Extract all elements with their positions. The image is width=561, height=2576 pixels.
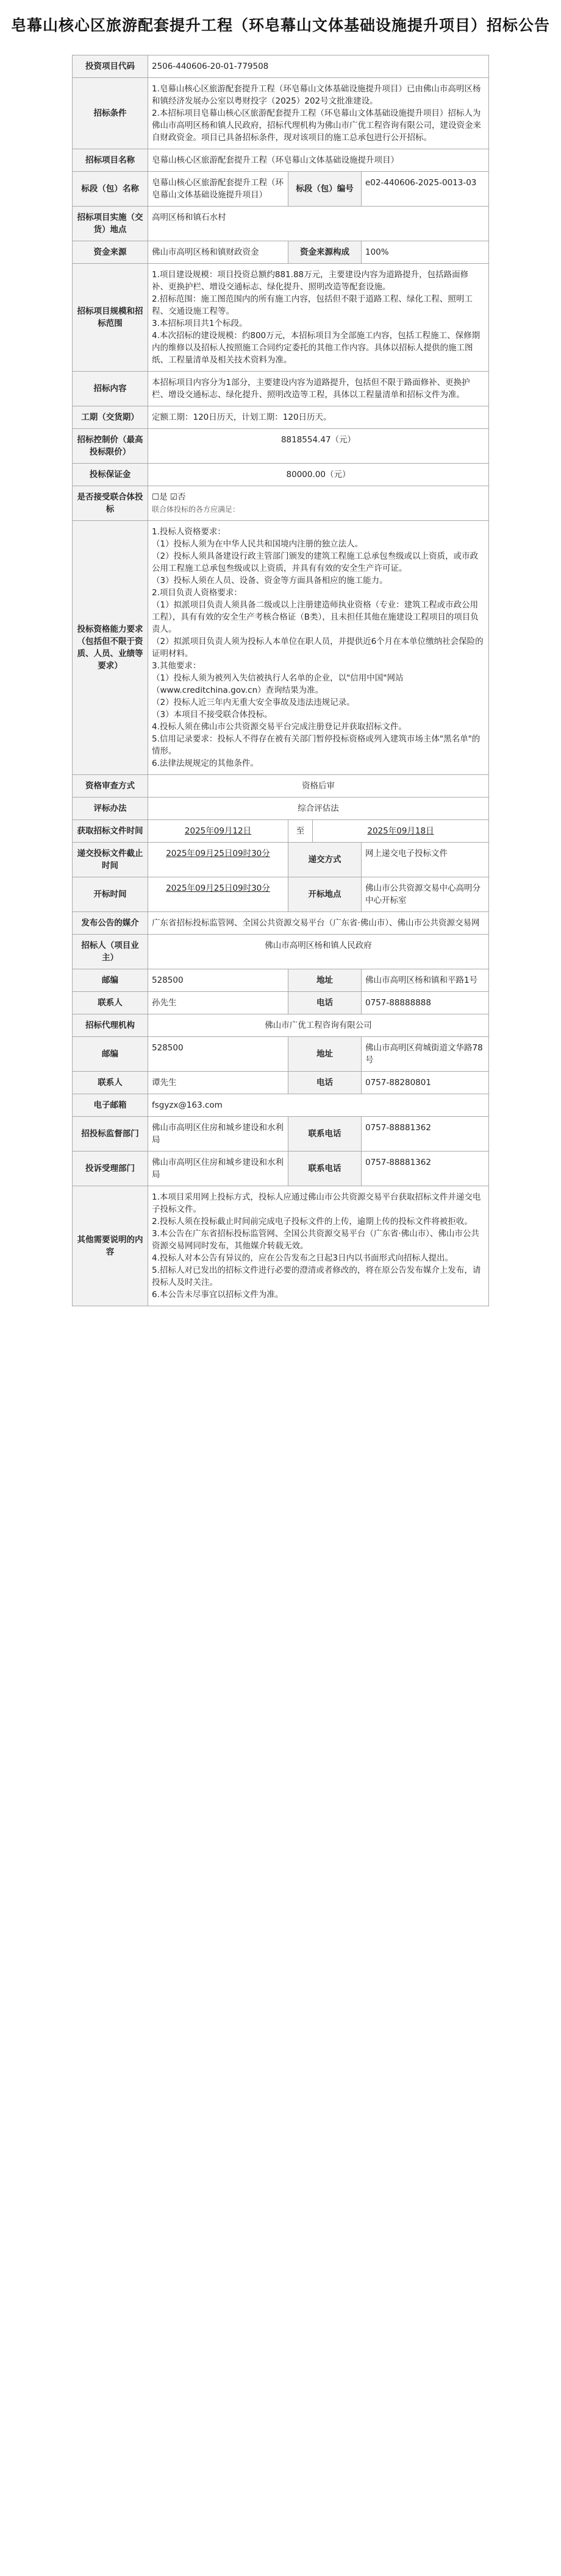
open-time-value: 2025年09月25日09时30分 — [148, 877, 288, 911]
row-review — [73, 798, 488, 820]
consortium-label: 是否接受联合体投标 — [73, 486, 148, 520]
complaint-phone-label: 联系电话 — [288, 1152, 362, 1186]
submit-label: 递交方式 — [288, 843, 362, 877]
tenderer-zip-value: 528500 — [148, 969, 288, 991]
doc-end-value: 2025年09月18日 — [313, 820, 488, 842]
basis-value: 1.皂幕山核心区旅游配套提升工程（环皂幕山文体基础设施提升项目）已由佛山市高明区杨和镇经济发展办公室以粤财投字（2025）202号文批准建设。 2.本招标项目皂幕山核心区旅游配套提升工程（环皂幕山文体基础设施提升项目）招标人为佛山市高明区杨和镇人民政府，招标代理机构为佛山市广优工程咨询有限公司，建设资金来自财政资金。项目已具备招标条件，现对该项目的施工总承包进行公开招标。 — [148, 78, 488, 149]
row-agent-email — [73, 1094, 488, 1117]
row-fund — [73, 241, 488, 264]
row-project-code — [73, 55, 488, 78]
notice-media-value: 广东省招标投标监管网、全国公共资源交易平台（广东省·佛山市）、佛山市公共资源交易网 — [148, 912, 488, 934]
complaint-value: 佛山市高明区住房和城乡建设和水利局 — [148, 1152, 288, 1186]
duration-label: 工期（交货期） — [73, 406, 148, 428]
duration-value: 定额工期：120日历天，计划工期：120日历天。 — [148, 406, 488, 428]
section-value: 皂幕山核心区旅游配套提升工程（环皂幕山文体基础设施提升项目） — [148, 172, 288, 206]
other-label: 其他需要说明的内容 — [73, 1186, 148, 1306]
agent-email-value: fsgyzx@163.com — [148, 1094, 488, 1116]
qual-review-value: 资格后审 — [148, 775, 488, 797]
submit-value: 网上递交电子投标文件 — [362, 843, 488, 877]
security-value: 80000.00（元） — [148, 464, 488, 486]
open-place-label: 开标地点 — [288, 877, 362, 911]
row-content — [73, 372, 488, 406]
open-time-label: 开标时间 — [73, 877, 148, 911]
row-name — [73, 149, 488, 172]
consortium-value: ☐是 ☑否 — [152, 492, 186, 502]
bid-deadline-label: 递交投标文件截止时间 — [73, 843, 148, 877]
qualification-label: 投标资格能力要求（包括但不限于资质、人员、业绩等要求） — [73, 521, 148, 774]
location-value: 高明区杨和镇石水村 — [148, 207, 488, 241]
tenderer-label: 招标人（项目业主） — [73, 935, 148, 969]
agent-contact-value: 谭先生 — [148, 1072, 288, 1094]
tenderer-value: 佛山市高明区杨和镇人民政府 — [148, 935, 488, 969]
bid-deadline-value: 2025年09月25日09时30分 — [148, 843, 288, 877]
project-code-value: 2506-440606-20-01-779508 — [148, 55, 488, 77]
row-agent-addr — [73, 1037, 488, 1072]
fund-ratio-value: 100% — [362, 241, 488, 263]
row-agent — [73, 1014, 488, 1037]
notice-table — [72, 55, 489, 1306]
row-complaint — [73, 1152, 488, 1186]
doc-start-value: 2025年09月12日 — [148, 820, 288, 842]
agent-zip-value: 528500 — [148, 1037, 288, 1071]
name-label: 招标项目名称 — [73, 149, 148, 171]
section-code-label: 标段（包）编号 — [288, 172, 362, 206]
row-other — [73, 1186, 488, 1306]
row-qualification — [73, 521, 488, 775]
row-tenderer-contact — [73, 992, 488, 1014]
qualification-value: 1.投标人资格要求： （1）投标人须为在中华人民共和国境内注册的独立法人。 （2）投标人须具备建设行政主管部门颁发的建筑工程施工总承包叁级或以上资质，或市政公用工程施工总承包叁级或以上资质，并具有有效的安全生产许可证。 （3）投标人须在人员、设备、资金等方面具备相应的施工能力。 2.项目负责人资格要求： （1）拟派项目负责人须具备二级或以上注册建造师执业资格（专业：建筑工程或市政公用工程），具有有效的安全生产考核合格证（B类），且未担任其他在施建设工程项目的项目负责人。 （2）拟派项目负责人须为投标人本单位在职人员，并提供近6个月在本单位缴纳社会保险的证明材料。 3.其他要求： （1）投标人须为被列入失信被执行人名单的企业，以"信用中国"网站（www.creditchina.gov.cn）查询结果为准。 （2）投标人近三年内无重大安全事故及违法违规记录。 （3）本项目不接受联合体投标。 4.投标人须在佛山市公共资源交易平台完成注册登记并获取招标文件。 5.信用记录要求：投标人不得存在被有关部门暂停投标资格或列入建筑市场主体"黑名单"的情形。 6.法律法规规定的其他条件。 — [148, 521, 488, 774]
row-qual-review — [73, 775, 488, 798]
fund-source-value: 佛山市高明区杨和镇财政资金 — [148, 241, 288, 263]
tenderer-addr-label: 地址 — [288, 969, 362, 991]
review-value: 综合评估法 — [148, 798, 488, 819]
notice-media-label: 发布公告的媒介 — [73, 912, 148, 934]
row-agent-contact — [73, 1072, 488, 1094]
row-basis — [73, 78, 488, 149]
scale-value: 1.项目建设规模：项目投资总额约881.88万元，主要建设内容为道路提升，包括路面修补、更换护栏、增设交通标志、绿化提升、照明改造等配套设施。 2.招标范围：施工图范围内的所有施工内容，包括但不限于道路工程、绿化工程、照明工程、交通设施工程等。 3.本招标项目共1个标段。 4.本次招标的建设规模：约800万元，本招标项目为全部施工内容，包括工程施工、保修期内的维修以及招标人按照施工合同约定委托的其他工作内容。具体以招标人提供的施工图纸、工程量清单及相关技术资料为准。 — [148, 264, 488, 371]
row-section — [73, 172, 488, 207]
row-duration — [73, 406, 488, 429]
supervisor-value: 佛山市高明区住房和城乡建设和水利局 — [148, 1117, 288, 1151]
tenderer-phone-value: 0757-88888888 — [362, 992, 488, 1014]
agent-email-label: 电子邮箱 — [73, 1094, 148, 1116]
tenderer-phone-label: 电话 — [288, 992, 362, 1014]
control-price-value: 8818554.47（元） — [148, 429, 488, 463]
doc-period-label: 获取招标文件时间 — [73, 820, 148, 842]
supervisor-phone-label: 联系电话 — [288, 1117, 362, 1151]
basis-label: 招标条件 — [73, 78, 148, 149]
row-bid-deadline — [73, 843, 488, 877]
scale-label: 招标项目规模和招标范围 — [73, 264, 148, 371]
tenderer-addr-value: 佛山市高明区杨和镇和平路1号 — [362, 969, 488, 991]
section-code-value: e02-440606-2025-0013-03 — [362, 172, 488, 206]
agent-phone-value: 0757-88280801 — [362, 1072, 488, 1094]
agent-phone-label: 电话 — [288, 1072, 362, 1094]
page-title: 皂幕山核心区旅游配套提升工程（环皂幕山文体基础设施提升项目）招标公告 — [10, 16, 550, 34]
location-label: 招标项目实施（交货）地点 — [73, 207, 148, 241]
tenderer-zip-label: 邮编 — [73, 969, 148, 991]
doc-period-sep: 至 — [288, 820, 313, 842]
agent-label: 招标代理机构 — [73, 1014, 148, 1036]
fund-source-label: 资金来源 — [73, 241, 148, 263]
security-label: 投标保证金 — [73, 464, 148, 486]
complaint-phone-value: 0757-88881362 — [362, 1152, 488, 1186]
supervisor-phone-value: 0757-88881362 — [362, 1117, 488, 1151]
row-scale — [73, 264, 488, 372]
row-consortium — [73, 486, 488, 521]
agent-contact-label: 联系人 — [73, 1072, 148, 1094]
row-open — [73, 877, 488, 912]
agent-value: 佛山市广优工程咨询有限公司 — [148, 1014, 488, 1036]
complaint-label: 投诉受理部门 — [73, 1152, 148, 1186]
open-place-value: 佛山市公共资源交易中心高明分中心开标室 — [362, 877, 488, 911]
content-value: 本招标项目内容分为1部分，主要建设内容为道路提升，包括但不限于路面修补、更换护栏、增设交通标志、绿化提升、照明改造等工程，具体以工程量清单和招标文件为准。 — [148, 372, 488, 406]
row-location — [73, 207, 488, 241]
agent-addr-label: 地址 — [288, 1037, 362, 1071]
control-price-label: 招标控制价（最高投标限价） — [73, 429, 148, 463]
section-label: 标段（包）名称 — [73, 172, 148, 206]
other-value: 1.本项目采用网上投标方式，投标人应通过佛山市公共资源交易平台获取招标文件并递交电子投标文件。 2.投标人须在投标截止时间前完成电子投标文件的上传，逾期上传的投标文件将被拒收。 3.本公告在广东省招标投标监管网、全国公共资源交易平台（广东省·佛山市）、佛山市公共资源交易网同时发布，其他媒介转载无效。 4.投标人对本公告有异议的，应在公告发布之日起3日内以书面形式向招标人提出。 5.招标人对已发出的招标文件进行必要的澄清或者修改的，将在原公告发布媒介上发布，请投标人及时关注。 6.本公告未尽事宜以招标文件为准。 — [148, 1186, 488, 1306]
agent-addr-value: 佛山市高明区荷城街道文华路78号 — [362, 1037, 488, 1071]
qual-review-label: 资格审查方式 — [73, 775, 148, 797]
row-tenderer — [73, 935, 488, 969]
tenderer-contact-label: 联系人 — [73, 992, 148, 1014]
row-notice-media — [73, 912, 488, 935]
tenderer-contact-value: 孙先生 — [148, 992, 288, 1014]
fund-ratio-label: 资金来源构成 — [288, 241, 362, 263]
row-supervisor — [73, 1117, 488, 1152]
consortium-note: 联合体投标的各方应满足： — [152, 505, 240, 514]
row-tenderer-addr — [73, 969, 488, 992]
name-value: 皂幕山核心区旅游配套提升工程（环皂幕山文体基础设施提升项目） — [148, 149, 488, 171]
consortium-cell — [148, 486, 488, 520]
row-control-price — [73, 429, 488, 464]
project-code-label: 投资项目代码 — [73, 55, 148, 77]
review-label: 评标办法 — [73, 798, 148, 819]
agent-zip-label: 邮编 — [73, 1037, 148, 1071]
row-doc-period — [73, 820, 488, 843]
supervisor-label: 招投标监督部门 — [73, 1117, 148, 1151]
content-label: 招标内容 — [73, 372, 148, 406]
row-security — [73, 464, 488, 486]
